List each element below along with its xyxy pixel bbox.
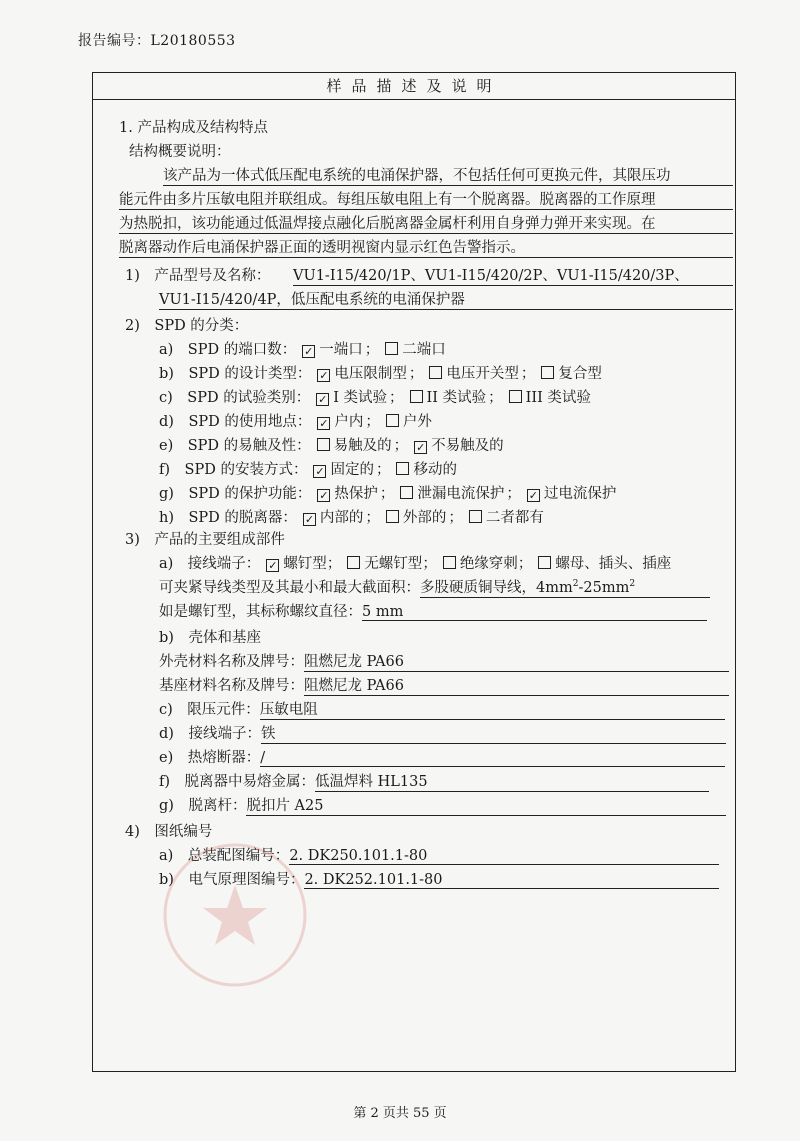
page-footer: 第 2 页共 55 页 bbox=[353, 1106, 447, 1121]
assembly-value: 2. DK250.101.1-80 bbox=[289, 848, 719, 865]
clamp-value: 多股硬质铜导线，$4mm^2-25mm^2$ bbox=[420, 576, 710, 598]
housing-material-label: 外壳材料名称及牌号： bbox=[159, 654, 304, 670]
fuse-value: / bbox=[260, 750, 725, 767]
assembly-label: a) 总装配图编号： bbox=[159, 848, 290, 864]
rod-label: g) 脱离杆： bbox=[159, 798, 247, 814]
terminal-row: a) 接线端子：✓ 螺钉型； 无螺钉型； 绝缘穿刺； 螺母、插头、插座 bbox=[159, 552, 671, 573]
base-material-label: 基座材料名称及牌号： bbox=[159, 678, 304, 694]
rod-row bbox=[159, 794, 726, 816]
classification-row: h) SPD 的脱离器：✓ 内部的 ； 外部的 ； 二者都有 bbox=[159, 506, 546, 527]
housing-material-row bbox=[159, 650, 729, 672]
fusible-row bbox=[159, 770, 709, 792]
classification-row: a) SPD 的端口数：✓ 一端口 ； 二端口 bbox=[159, 338, 448, 359]
checkbox[interactable] bbox=[313, 465, 326, 478]
classification-label: b) SPD 的设计类型： bbox=[159, 366, 312, 382]
checkbox-label: 电压开关型 bbox=[446, 366, 519, 382]
description-content bbox=[93, 100, 735, 888]
classification-label: d) SPD 的使用地点： bbox=[159, 414, 312, 430]
overview-line-4: 脱离器动作后电涌保护器正面的透明视窗内显示红色告警指示。 bbox=[119, 236, 733, 258]
checkbox-label: I 类试验 bbox=[333, 390, 388, 406]
checkbox-label: 户外 bbox=[402, 414, 432, 430]
checkbox-label: 过电流保护 bbox=[543, 486, 617, 502]
checkbox[interactable] bbox=[396, 462, 409, 475]
checkbox[interactable] bbox=[410, 390, 423, 403]
drawings-title: 4) 图纸编号 bbox=[125, 824, 213, 840]
checkbox-label: 易触及的 bbox=[333, 438, 392, 454]
checkbox-label: 热保护 bbox=[334, 486, 378, 502]
rod-value: 脱扣片 A25 bbox=[246, 794, 726, 816]
checkbox-label: 螺母、插头、插座 bbox=[555, 556, 672, 572]
checkbox-label: III 类试验 bbox=[525, 390, 591, 406]
checkbox-label: 绝缘穿刺 bbox=[459, 556, 518, 572]
fuse-label: e) 热熔断器： bbox=[159, 750, 261, 766]
overview-line-2: 能元件由多片压敏电阻并联组成。每组压敏电阻上有一个脱离器。脱离器的工作原理 bbox=[119, 188, 733, 210]
checkbox[interactable] bbox=[509, 390, 522, 403]
classification-label: f) SPD 的安装方式： bbox=[159, 462, 308, 478]
checkbox[interactable] bbox=[317, 438, 330, 451]
checkbox-label: 二者都有 bbox=[485, 510, 544, 526]
checkbox[interactable] bbox=[385, 342, 398, 355]
overview-label: 结构概要说明： bbox=[129, 144, 231, 160]
overview-line-3: 为热脱扣，该功能通过低温焊接点融化后脱离器金属杆利用自身弹力弹开来实现。在 bbox=[119, 212, 733, 234]
terminal-label: a) 接线端子： bbox=[159, 556, 261, 572]
classification-row: g) SPD 的保护功能：✓ 热保护 ； 泄漏电流保护 ；✓ 过电流保护 bbox=[159, 482, 618, 503]
checkbox-label: 外部的 bbox=[402, 510, 447, 526]
inspection-seal bbox=[160, 840, 310, 990]
fusible-value: 低温焊料 HL135 bbox=[315, 770, 709, 792]
checkbox-label: 泄漏电流保护 bbox=[417, 486, 505, 502]
checkbox-label: 一端口 bbox=[319, 342, 363, 358]
checkbox[interactable] bbox=[414, 441, 427, 454]
checkbox[interactable] bbox=[527, 489, 540, 502]
clamp-label: 可夹紧导线类型及其最小和最大截面积： bbox=[159, 580, 420, 596]
screw-label: 如是螺钉型，其标称螺纹直径： bbox=[159, 604, 362, 620]
housing-material-value: 阻燃尼龙 PA66 bbox=[304, 650, 729, 672]
screw-value: 5 mm bbox=[362, 604, 707, 621]
screw-row bbox=[159, 600, 707, 621]
checkbox[interactable] bbox=[347, 556, 360, 569]
varistor-label: c) 限压元件： bbox=[159, 702, 260, 718]
checkbox-label: 无螺钉型 bbox=[364, 556, 423, 572]
checkbox-label: 移动的 bbox=[413, 462, 457, 478]
terminal-material-value: 铁 bbox=[261, 722, 726, 744]
section-header: 样品描述及说明 bbox=[93, 73, 735, 100]
classification-row: e) SPD 的易触及性： 易触及的 ；✓ 不易触及的 bbox=[159, 434, 506, 455]
checkbox-label: II 类试验 bbox=[426, 390, 487, 406]
fusible-label: f) 脱离器中易熔金属： bbox=[159, 774, 316, 790]
checkbox-label: 内部的 bbox=[319, 510, 364, 526]
model-label: 1) 产品型号及名称： bbox=[125, 268, 271, 284]
checkbox[interactable] bbox=[303, 513, 316, 526]
checkbox[interactable] bbox=[429, 366, 442, 379]
terminal-material-row bbox=[159, 722, 726, 744]
checkbox[interactable] bbox=[302, 345, 315, 358]
checkbox[interactable] bbox=[317, 489, 330, 502]
checkbox[interactable] bbox=[386, 414, 399, 427]
section1-title: 1. 产品构成及结构特点 bbox=[119, 120, 268, 136]
checkbox[interactable] bbox=[538, 556, 551, 569]
checkbox[interactable] bbox=[400, 486, 413, 499]
classification-row: c) SPD 的试验类别：✓ I 类试验 ； II 类试验 ； III 类试验 bbox=[159, 386, 593, 407]
classification-row: b) SPD 的设计类型：✓ 电压限制型 ； 电压开关型 ； 复合型 bbox=[159, 362, 604, 383]
checkbox[interactable] bbox=[317, 369, 330, 382]
classification-label: h) SPD 的脱离器： bbox=[159, 510, 297, 526]
checkbox-label: 不易触及的 bbox=[431, 438, 504, 454]
electrical-label: b) 电气原理图编号： bbox=[159, 872, 305, 888]
overview-line-1: 该产品为一体式低压配电系统的电涌保护器，不包括任何可更换元件，其限压功 bbox=[163, 164, 733, 186]
varistor-row bbox=[159, 698, 725, 720]
checkbox-label: 固定的 bbox=[330, 462, 374, 478]
classification-label: e) SPD 的易触及性： bbox=[159, 438, 311, 454]
checkbox-label: 复合型 bbox=[558, 366, 602, 382]
varistor-value: 压敏电阻 bbox=[260, 698, 725, 720]
checkbox-label: 户内 bbox=[334, 414, 364, 430]
checkbox[interactable] bbox=[386, 510, 399, 523]
checkbox[interactable] bbox=[266, 559, 279, 572]
model-line-2: VU1-I15/420/4P，低压配电系统的电涌保护器 bbox=[159, 288, 733, 310]
checkbox[interactable] bbox=[317, 417, 330, 430]
checkbox[interactable] bbox=[541, 366, 554, 379]
checkbox-label: 螺钉型 bbox=[283, 556, 327, 572]
checkbox-label: 二端口 bbox=[402, 342, 446, 358]
checkbox-label: 电压限制型 bbox=[334, 366, 407, 382]
clamp-row bbox=[159, 576, 710, 598]
checkbox[interactable] bbox=[443, 556, 456, 569]
components-title: 3) 产品的主要组成部件 bbox=[125, 532, 285, 548]
classification-row: f) SPD 的安装方式：✓ 固定的 ； 移动的 bbox=[159, 458, 459, 479]
housing-title: b) 壳体和基座 bbox=[159, 630, 261, 646]
classification-label: g) SPD 的保护功能： bbox=[159, 486, 312, 502]
classification-label: a) SPD 的端口数： bbox=[159, 342, 297, 358]
classification-row: d) SPD 的使用地点：✓ 户内 ； 户外 bbox=[159, 410, 434, 431]
fuse-row bbox=[159, 746, 725, 767]
checkbox[interactable] bbox=[316, 393, 329, 406]
base-material-value: 阻燃尼龙 PA66 bbox=[304, 674, 729, 696]
report-number: 报告编号：L20180553 bbox=[78, 33, 236, 49]
checkbox[interactable] bbox=[469, 510, 482, 523]
base-material-row bbox=[159, 674, 729, 696]
classification-label: c) SPD 的试验类别： bbox=[159, 390, 311, 406]
model-line-1: VU1-I15/420/1P、VU1-I15/420/2P、VU1-I15/420/3P、 bbox=[293, 264, 733, 286]
electrical-value: 2. DK252.101.1-80 bbox=[304, 872, 719, 889]
terminal-material-label: d) 接线端子： bbox=[159, 726, 261, 742]
classification-title: 2) SPD 的分类： bbox=[125, 318, 249, 334]
